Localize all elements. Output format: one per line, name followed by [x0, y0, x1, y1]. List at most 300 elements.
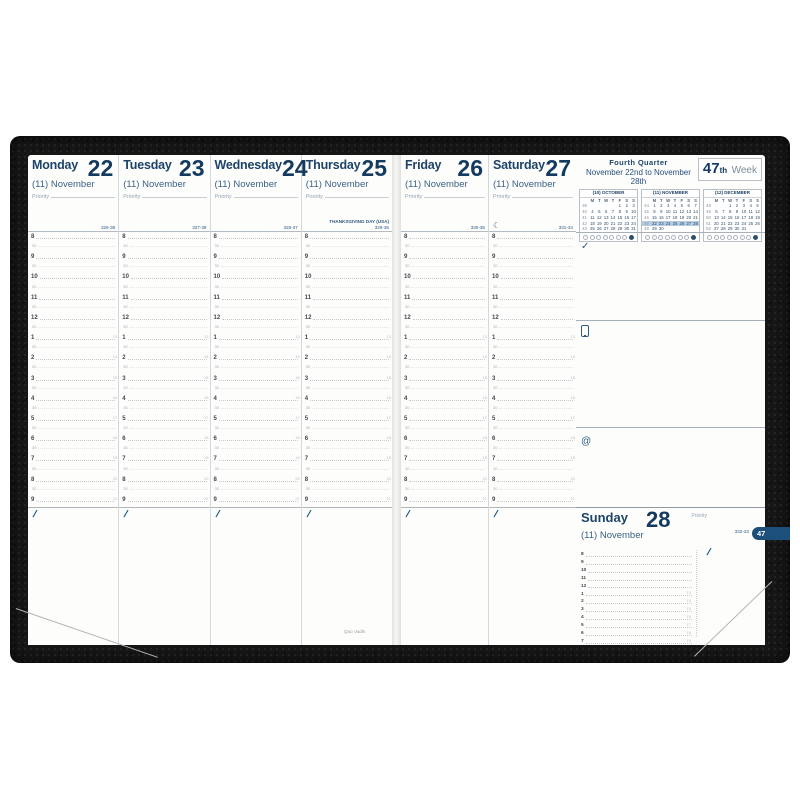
hour-line	[36, 420, 115, 421]
date-cell: 6	[715, 209, 718, 215]
day-header	[28, 155, 118, 232]
half-hour-line	[221, 367, 298, 368]
half-hour-line	[499, 408, 573, 409]
half-hour-label: 30	[493, 364, 498, 370]
date-cell: 25	[590, 226, 595, 232]
hour-row	[492, 272, 573, 280]
half-hour-line	[130, 287, 207, 288]
day-initial: S	[694, 197, 697, 203]
half-hour-line	[221, 307, 298, 308]
half-hour-row	[306, 363, 389, 369]
hour-row	[214, 475, 298, 483]
half-hour-label: 30	[305, 283, 311, 289]
hour-line	[36, 440, 115, 441]
hour-row	[214, 333, 298, 341]
date-cell: 5	[756, 203, 759, 209]
phone-notes-section	[576, 320, 765, 427]
date-cell: 4	[673, 203, 677, 209]
hour-label: 11	[122, 294, 129, 301]
evening-notes-area	[302, 507, 392, 645]
half-hour-label: 30	[214, 425, 219, 431]
day-month-label: (11) November	[493, 178, 556, 190]
hour-line	[501, 278, 573, 279]
half-hour-line	[130, 448, 207, 449]
half-hour-row	[405, 262, 485, 268]
email-notes-section	[576, 427, 765, 507]
hour-line	[36, 460, 115, 461]
half-hour-line	[312, 408, 389, 409]
half-hour-row	[215, 424, 298, 430]
half-hour-line	[499, 367, 573, 368]
hour-line	[497, 460, 573, 461]
half-hour-line	[38, 287, 115, 288]
week-number-cell: 45	[644, 209, 649, 215]
hour-row	[31, 293, 115, 301]
hour-24h-label: 20	[112, 475, 118, 481]
half-hour-label: 30	[405, 323, 410, 329]
half-hour-label: 30	[214, 404, 219, 410]
half-hour-line	[221, 448, 298, 449]
day-name: Thursday	[305, 158, 361, 172]
date-cell: 18	[672, 214, 678, 220]
half-hour-row	[215, 242, 298, 248]
half-hour-line	[499, 489, 573, 490]
date-cell: 22	[652, 220, 657, 226]
evening-notes-area	[401, 507, 488, 645]
week-number-cell: 50	[706, 214, 711, 220]
half-hour-label: 30	[214, 364, 219, 370]
date-cell: 27	[686, 220, 692, 226]
day-header	[211, 155, 308, 232]
hour-label: 8	[404, 476, 408, 483]
half-hour-line	[312, 448, 389, 449]
half-hour-label: 30	[493, 283, 498, 289]
day-of-year: 328-37	[283, 224, 298, 230]
half-hour-row	[32, 303, 115, 309]
half-hour-line	[38, 246, 115, 247]
half-hour-row	[32, 424, 115, 430]
hour-line	[131, 319, 207, 320]
hour-line	[586, 635, 692, 636]
half-hour-label: 30	[32, 425, 37, 431]
half-hour-row	[215, 465, 298, 471]
hour-label: 3	[213, 375, 217, 382]
hour-24h-label: 21	[112, 495, 118, 501]
hour-label: 8	[404, 234, 408, 240]
hour-row	[31, 374, 118, 382]
hour-label: 8	[31, 234, 35, 240]
half-hour-row	[215, 303, 298, 309]
hour-label: 8	[492, 476, 496, 483]
day-header-footer-right	[283, 225, 297, 231]
date-cell: 12	[755, 209, 760, 215]
day-initial: S	[756, 197, 759, 203]
hour-24h-label: 15	[686, 606, 691, 612]
day-header-top	[405, 155, 485, 181]
day-date: 22	[87, 155, 114, 181]
date-cell: 8	[728, 209, 732, 215]
sunday-hour-row	[581, 605, 696, 613]
half-hour-label: 30	[305, 485, 311, 491]
hour-label: 3	[581, 607, 584, 613]
hour-label: 12	[122, 314, 129, 321]
priority-row	[405, 193, 485, 200]
hour-24h-label: 14	[386, 354, 391, 360]
half-hour-row	[306, 242, 389, 248]
day-initial: W	[666, 197, 671, 203]
week-number-cell: 46	[644, 214, 649, 220]
half-hour-label: 30	[123, 425, 128, 431]
hour-label: 10	[31, 274, 38, 281]
hour-label: 4	[492, 395, 496, 402]
hour-grid	[119, 232, 209, 507]
day-header-top	[32, 155, 115, 181]
hour-line	[409, 501, 485, 502]
hour-row	[31, 333, 118, 342]
hour-grid	[28, 232, 118, 507]
hour-label: 9	[31, 496, 35, 503]
hour-label: 11	[304, 294, 312, 301]
week-summary-section	[576, 155, 765, 645]
hour-row	[31, 475, 118, 483]
half-hour-line	[221, 347, 298, 348]
half-hour-row	[306, 404, 389, 410]
half-hour-label: 30	[405, 344, 410, 350]
evening-notes-area	[489, 507, 576, 645]
date-cell: 30	[734, 226, 740, 232]
half-hour-line	[499, 428, 573, 429]
day-of-year: 326-39	[100, 224, 116, 230]
day-initial: T	[721, 197, 725, 203]
priority-line	[142, 193, 206, 198]
hour-row	[214, 293, 298, 301]
half-hour-label: 30	[214, 344, 219, 350]
half-hour-row	[32, 262, 115, 268]
hour-line	[588, 572, 692, 573]
date-cell: 19	[596, 220, 602, 226]
hour-line	[588, 587, 692, 588]
sunday-hour-row	[581, 558, 696, 566]
half-hour-line	[221, 469, 298, 470]
left-day-columns	[28, 155, 392, 645]
date-cell: 29	[652, 226, 657, 232]
hour-row	[31, 313, 115, 321]
hour-line	[128, 238, 207, 239]
half-hour-label: 30	[32, 364, 37, 370]
hour-row	[305, 252, 389, 260]
half-hour-row	[123, 303, 206, 309]
date-cell: 24	[741, 220, 747, 226]
day-month-label: (11) November	[123, 178, 186, 190]
hour-line	[501, 319, 573, 320]
half-hour-label: 30	[405, 283, 410, 289]
half-hour-label: 30	[123, 263, 128, 269]
hour-label: 2	[492, 355, 496, 362]
hour-label: 9	[31, 254, 35, 261]
priority-row	[306, 193, 389, 200]
hour-line	[497, 440, 573, 441]
hour-line	[128, 258, 207, 259]
day-header	[119, 155, 209, 232]
hour-24h-label: 17	[295, 414, 300, 420]
day-column-thursday	[302, 155, 392, 645]
date-cell: 12	[679, 209, 685, 215]
half-hour-row	[32, 343, 115, 349]
day-month-label: (11) November	[405, 178, 468, 190]
hour-row	[305, 313, 389, 321]
check-icon: ✓	[581, 241, 590, 252]
hour-line	[313, 319, 389, 320]
day-header-top	[214, 155, 308, 181]
day-month-label: (11) November	[214, 178, 278, 190]
half-hour-row	[123, 323, 206, 329]
hour-24h-label: 15	[386, 374, 391, 380]
hour-label: 12	[581, 583, 587, 589]
day-header-footer	[215, 225, 298, 232]
hour-row	[214, 495, 298, 503]
half-hour-label: 30	[214, 263, 219, 269]
half-hour-line	[38, 428, 115, 429]
hour-24h-label: 19	[386, 455, 391, 461]
half-hour-row	[306, 323, 389, 329]
date-cell: 11	[672, 209, 678, 215]
hour-24h-label: 17	[686, 621, 691, 627]
sunday-hour-row	[581, 597, 696, 605]
date-cell: 29	[727, 226, 733, 232]
hour-24h-label: 16	[112, 394, 118, 400]
hour-line	[586, 627, 692, 628]
hour-row	[214, 454, 298, 462]
day-initial: T	[611, 197, 615, 203]
evening-notes-area	[28, 507, 118, 645]
date-cell: 9	[735, 209, 739, 215]
date-cell: 17	[665, 214, 671, 220]
hour-line	[586, 556, 692, 557]
half-hour-row	[493, 363, 573, 369]
hour-24h-label: 13	[386, 334, 391, 340]
half-hour-label: 30	[214, 465, 219, 471]
sunday-date: 28	[645, 507, 671, 532]
half-hour-label: 30	[32, 384, 37, 390]
hour-24h-label: 14	[686, 598, 691, 604]
hour-label: 3	[122, 375, 126, 382]
half-hour-row	[493, 283, 573, 289]
date-cell: 2	[660, 203, 663, 209]
half-hour-row	[123, 283, 206, 289]
half-hour-label: 30	[493, 445, 498, 451]
date-cell: 11	[748, 209, 753, 215]
hour-label: 9	[213, 496, 217, 503]
sunday-hour-row	[581, 589, 696, 597]
half-hour-label: 30	[123, 404, 128, 410]
hour-label: 2	[122, 355, 126, 362]
date-cell: 3	[742, 203, 746, 209]
hour-line	[131, 278, 207, 279]
half-hour-label: 30	[405, 364, 410, 370]
hour-label: 11	[492, 294, 499, 301]
hour-24h-label: 15	[204, 374, 209, 380]
half-hour-line	[312, 489, 389, 490]
hour-24h-label: 14	[570, 354, 575, 360]
half-hour-line	[221, 388, 298, 389]
half-hour-row	[405, 485, 485, 491]
half-hour-label: 30	[123, 465, 128, 471]
hour-row	[214, 232, 298, 240]
half-hour-line	[221, 266, 298, 267]
date-cell: 20	[714, 220, 719, 226]
hour-row	[31, 272, 115, 280]
half-hour-row	[32, 323, 115, 329]
hour-line	[586, 643, 692, 644]
half-hour-label: 30	[123, 283, 128, 289]
half-hour-line	[312, 327, 389, 328]
half-hour-label: 30	[305, 303, 311, 309]
half-hour-label: 30	[405, 243, 410, 249]
date-cell: 7	[694, 203, 697, 209]
hour-row	[305, 434, 389, 442]
hour-row	[404, 232, 485, 240]
date-cell: 10	[665, 209, 671, 215]
hour-row	[305, 414, 389, 422]
hour-label: 9	[404, 254, 408, 261]
hour-label: 4	[404, 395, 408, 402]
hour-row	[31, 454, 118, 463]
half-hour-label: 30	[305, 465, 311, 471]
day-header-footer-right	[471, 225, 485, 231]
half-hour-label: 30	[32, 243, 37, 249]
hour-label: 12	[31, 314, 38, 321]
half-hour-row	[493, 465, 573, 471]
hour-line	[310, 440, 389, 441]
hour-24h-label: 19	[482, 455, 487, 461]
date-cell: 27	[603, 226, 609, 232]
date-cell: 31	[741, 226, 747, 232]
hour-row	[214, 252, 298, 260]
hour-grid	[489, 232, 576, 507]
half-hour-label: 30	[32, 344, 37, 350]
half-hour-row	[493, 384, 573, 390]
half-hour-line	[38, 388, 115, 389]
half-hour-label: 30	[123, 344, 128, 350]
date-cell: 15	[652, 214, 657, 220]
hour-line	[219, 400, 298, 401]
week-number-cell: 48	[706, 203, 711, 209]
priority-row	[123, 193, 206, 200]
hour-label: 6	[581, 631, 584, 636]
hour-label: 9	[122, 496, 126, 503]
hour-label: 5	[304, 415, 309, 422]
hour-label: 10	[404, 274, 411, 281]
day-header-footer	[306, 219, 389, 231]
day-name: Wednesday	[214, 158, 282, 172]
hour-label: 5	[213, 415, 217, 422]
priority-label: Priority	[214, 193, 232, 200]
hour-24h-label: 17	[482, 414, 487, 420]
hour-label: 6	[304, 436, 309, 443]
date-cell: 30	[658, 226, 664, 232]
friday-saturday-columns	[401, 155, 576, 645]
hour-line	[310, 501, 389, 502]
half-hour-row	[493, 404, 573, 410]
hour-24h-label: 20	[386, 475, 391, 481]
hour-24h-label: 20	[482, 475, 487, 481]
hour-24h-label: 14	[204, 354, 209, 360]
date-cell: 18	[748, 214, 754, 220]
hour-row	[214, 394, 298, 402]
half-hour-row	[215, 363, 298, 369]
hour-24h-label: 13	[686, 590, 691, 596]
hour-label: 8	[213, 234, 217, 240]
date-cell: 19	[679, 214, 685, 220]
hour-24h-label: 13	[482, 334, 487, 340]
hour-label: 6	[404, 436, 408, 443]
half-hour-line	[38, 408, 115, 409]
half-hour-row	[123, 404, 206, 410]
hour-row	[305, 293, 389, 301]
hour-line	[497, 258, 573, 259]
sunday-hour-row	[581, 550, 696, 558]
hour-label: 1	[304, 335, 309, 342]
week-number-cell: 44	[644, 203, 649, 209]
hour-label: 9	[404, 496, 408, 503]
hour-row	[404, 374, 485, 382]
day-header-footer	[32, 225, 115, 232]
hour-line	[128, 339, 207, 340]
hour-label: 4	[581, 615, 584, 621]
half-hour-row	[123, 424, 206, 430]
day-header	[302, 155, 392, 232]
hour-line	[313, 278, 389, 279]
page-gutter	[392, 155, 401, 645]
half-hour-label: 30	[123, 384, 128, 390]
half-hour-label: 30	[405, 465, 410, 471]
at-icon: @	[581, 436, 592, 447]
hour-24h-label: 13	[570, 334, 575, 340]
day-column-friday	[401, 155, 489, 645]
half-hour-row	[306, 262, 389, 268]
day-name: Tuesday	[123, 158, 172, 172]
hour-label: 9	[304, 254, 309, 261]
sunday-hour-row	[581, 613, 696, 621]
date-cell: 19	[755, 214, 760, 220]
day-date: 25	[361, 155, 387, 181]
day-of-year: 330-35	[470, 224, 485, 230]
sunday-day-of-year: 332-33	[734, 529, 749, 534]
hour-label: 11	[581, 575, 587, 581]
left-page	[28, 155, 392, 645]
hour-line	[497, 400, 573, 401]
half-hour-row	[306, 465, 389, 471]
date-cell: 9	[660, 209, 663, 215]
hour-label: 8	[304, 476, 309, 483]
hour-line	[310, 258, 389, 259]
hour-label: 2	[581, 599, 584, 605]
priority-line	[51, 193, 115, 198]
day-header	[401, 155, 488, 232]
half-hour-line	[499, 307, 573, 308]
hour-line	[219, 420, 298, 421]
half-hour-label: 30	[305, 404, 311, 410]
day-column-monday	[28, 155, 119, 645]
half-hour-row	[123, 384, 206, 390]
half-hour-row	[493, 303, 573, 309]
hour-label: 5	[581, 623, 584, 629]
hour-label: 1	[31, 335, 35, 342]
hour-line	[409, 400, 485, 401]
hour-line	[310, 400, 389, 401]
hour-line	[313, 299, 389, 300]
hour-line	[219, 380, 298, 381]
